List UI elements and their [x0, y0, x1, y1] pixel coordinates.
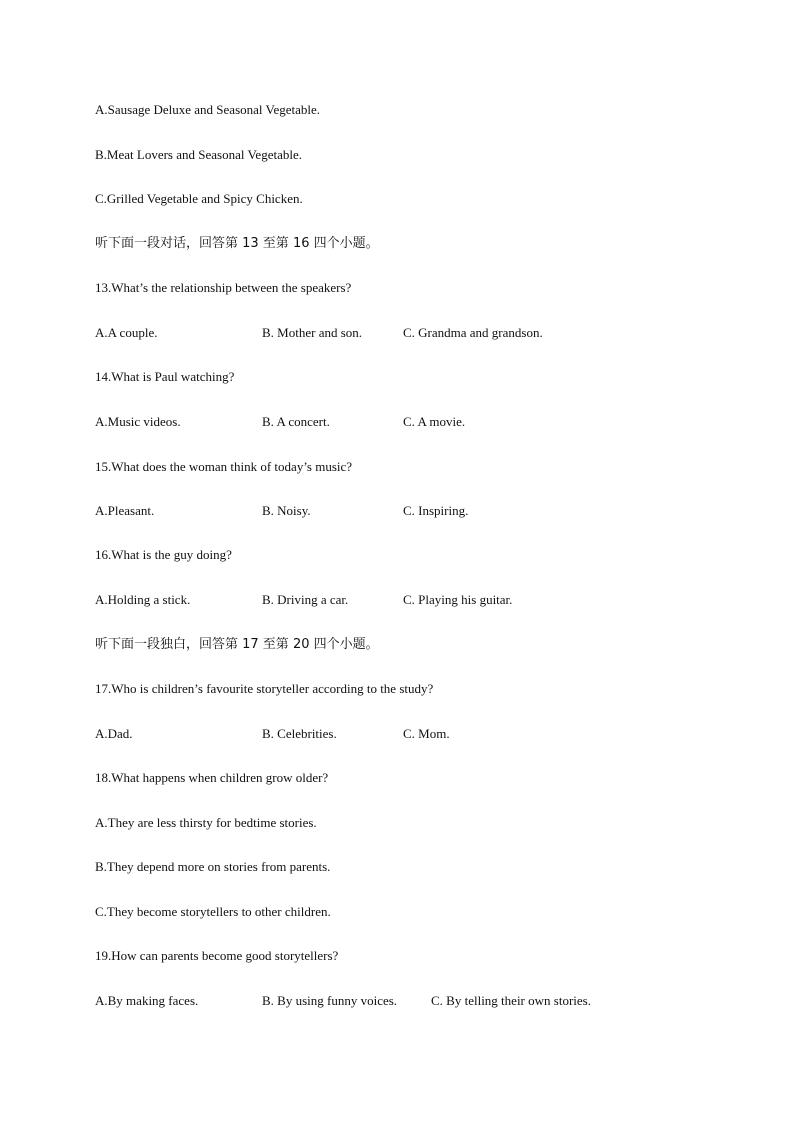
q16-option-a: A.Holding a stick. [95, 592, 191, 607]
q16-option-c: C. Playing his guitar. [403, 592, 513, 607]
q19-option-b: B. By using funny voices. [262, 993, 398, 1008]
q14-option-a: A.Music videos. [95, 414, 181, 429]
q19-question: 19.How can parents become good storytellers? [95, 948, 339, 963]
q17-option-b: B. Celebrities. [262, 726, 337, 741]
q19-option-c: C. By telling their own stories. [431, 993, 591, 1008]
q16-option-b: B. Driving a car. [262, 592, 349, 607]
q18-question: 18.What happens when children grow older? [95, 770, 329, 785]
q12-option-b: B.Meat Lovers and Seasonal Vegetable. [95, 147, 302, 162]
q13-question: 13.What’s the relationship between the speakers? [95, 280, 352, 295]
q18-option-c: C.They become storytellers to other children. [95, 904, 331, 919]
q14-question: 14.What is Paul watching? [95, 369, 235, 384]
q15-question: 15.What does the woman think of today’s music? [95, 459, 353, 474]
q18-option-a: A.They are less thirsty for bedtime stories. [95, 815, 317, 830]
q16-question: 16.What is the guy doing? [95, 547, 232, 562]
q17-question: 17.Who is children’s favourite storyteller according to the study? [95, 681, 434, 696]
section-instruction-17-20: 听下面一段独白，回答第 17 至第 20 四个小题。 [95, 637, 379, 652]
q13-option-c: C. Grandma and grandson. [403, 325, 543, 340]
q13-option-b: B. Mother and son. [262, 325, 363, 340]
q15-option-a: A.Pleasant. [95, 503, 155, 518]
q18-option-b: B.They depend more on stories from parents. [95, 859, 331, 874]
q12-option-a: A.Sausage Deluxe and Seasonal Vegetable. [95, 102, 321, 117]
q13-option-a: A.A couple. [95, 325, 158, 340]
q19-option-a: A.By making faces. [95, 993, 199, 1008]
q17-option-c: C. Mom. [403, 726, 450, 741]
q12-option-c: C.Grilled Vegetable and Spicy Chicken. [95, 191, 303, 206]
q17-option-a: A.Dad. [95, 726, 133, 741]
q14-option-c: C. A movie. [403, 414, 466, 429]
q15-option-c: C. Inspiring. [403, 503, 469, 518]
section-instruction-13-16: 听下面一段对话，回答第 13 至第 16 四个小题。 [95, 236, 379, 251]
q14-option-b: B. A concert. [262, 414, 330, 429]
q15-option-b: B. Noisy. [262, 503, 311, 518]
